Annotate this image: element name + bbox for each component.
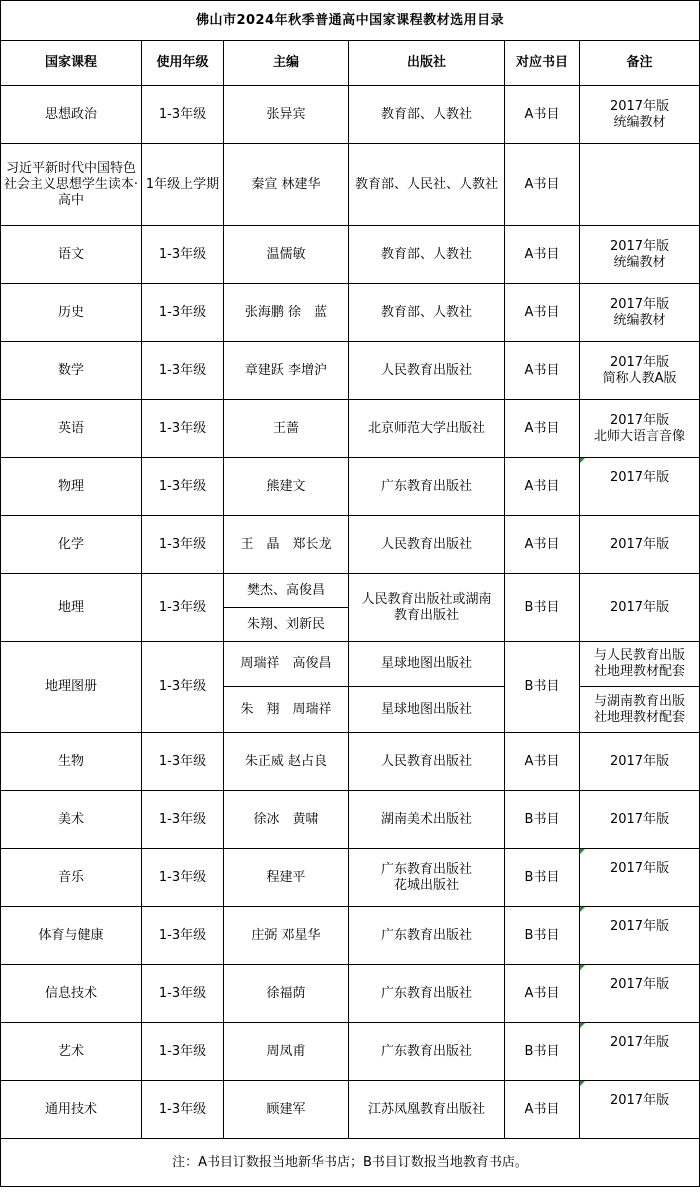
header-grade: 使用年级 bbox=[142, 41, 224, 86]
remarks-line: 2017年版 bbox=[609, 1035, 670, 1050]
editor-cell: 温儒敏 bbox=[224, 226, 349, 284]
editor-cell: 秦宣 林建华 bbox=[224, 144, 349, 226]
book-list-cell: A书目 bbox=[505, 458, 580, 516]
book-list-cell: A书目 bbox=[505, 144, 580, 226]
header-remarks: 备注 bbox=[580, 41, 700, 86]
subject-cell: 通用技术 bbox=[1, 1081, 142, 1139]
remarks-cell bbox=[580, 907, 700, 965]
remarks-line: 2017年版 bbox=[609, 354, 670, 370]
publisher-cell bbox=[349, 574, 505, 642]
remarks-line: 2017年版 bbox=[609, 238, 670, 254]
subject-cell: 语文 bbox=[1, 226, 142, 284]
corner-mark bbox=[580, 1023, 585, 1028]
subject-cell: 习近平新时代中国特色社会主义思想学生读本·高中 bbox=[1, 144, 142, 226]
remarks-cell bbox=[580, 458, 700, 516]
grade-cell: 1-3年级 bbox=[142, 791, 224, 849]
table-row-politics bbox=[1, 86, 700, 144]
remarks-cell bbox=[580, 284, 700, 342]
grade-cell: 1-3年级 bbox=[142, 1081, 224, 1139]
remarks-line: 2017年版 bbox=[609, 98, 670, 114]
remarks-line: 2017年版 bbox=[609, 412, 670, 428]
publisher-cell: 江苏凤凰教育出版社 bbox=[349, 1081, 505, 1139]
book-list-cell: A书目 bbox=[505, 226, 580, 284]
publisher-line: 教育出版社 bbox=[393, 607, 459, 623]
remarks-line: 2017年版 bbox=[609, 599, 670, 615]
remarks-line: 2017年版 bbox=[609, 470, 670, 485]
grade-cell: 1-3年级 bbox=[142, 226, 224, 284]
table-row-xi-reader bbox=[1, 144, 700, 226]
editor-cell: 张异宾 bbox=[224, 86, 349, 144]
footnote: 注：A书目订数报当地新华书店；B书目订数报当地教育书店。 bbox=[1, 1139, 700, 1187]
remarks-line: 2017年版 bbox=[609, 1093, 670, 1108]
book-list-cell: B书目 bbox=[505, 642, 580, 733]
table-row-english bbox=[1, 400, 700, 458]
remarks-cell bbox=[580, 400, 700, 458]
table-row-chemistry bbox=[1, 516, 700, 574]
subject-cell: 音乐 bbox=[1, 849, 142, 907]
publisher-cell: 教育部、人民社、人教社 bbox=[349, 144, 505, 226]
editor-cell: 张海鹏 徐 蓝 bbox=[224, 284, 349, 342]
remarks-cell bbox=[580, 642, 700, 687]
grade-cell: 1-3年级 bbox=[142, 342, 224, 400]
grade-cell: 1-3年级 bbox=[142, 642, 224, 733]
corner-mark bbox=[580, 965, 585, 970]
table-row-it bbox=[1, 965, 700, 1023]
subject-cell: 思想政治 bbox=[1, 86, 142, 144]
corner-mark bbox=[580, 849, 585, 854]
editor-cell: 熊建文 bbox=[224, 458, 349, 516]
remarks-line: 2017年版 bbox=[609, 536, 670, 552]
remarks-cell bbox=[580, 226, 700, 284]
publisher-cell: 星球地图出版社 bbox=[349, 642, 505, 687]
subject-cell: 生物 bbox=[1, 733, 142, 791]
header-row bbox=[1, 41, 700, 86]
table-row-tech bbox=[1, 1081, 700, 1139]
book-list-cell: B书目 bbox=[505, 791, 580, 849]
book-list-cell: A书目 bbox=[505, 86, 580, 144]
editor-cell: 周凤甫 bbox=[224, 1023, 349, 1081]
table-row-history bbox=[1, 284, 700, 342]
book-list-cell: A书目 bbox=[505, 284, 580, 342]
grade-cell: 1-3年级 bbox=[142, 516, 224, 574]
subject-cell: 数学 bbox=[1, 342, 142, 400]
editor-cell: 朱翔、刘新民 bbox=[224, 608, 349, 642]
remarks-line: 2017年版 bbox=[609, 296, 670, 312]
publisher-line: 广东教育出版社 bbox=[380, 861, 472, 877]
publisher-cell: 人民教育出版社 bbox=[349, 733, 505, 791]
table-row-geography bbox=[1, 574, 700, 608]
grade-cell: 1-3年级 bbox=[142, 1023, 224, 1081]
editor-cell: 庄弼 邓星华 bbox=[224, 907, 349, 965]
remarks-line: 统编教材 bbox=[613, 312, 666, 328]
publisher-cell: 广东教育出版社 bbox=[349, 458, 505, 516]
remarks-line: 与湖南教育出版 bbox=[594, 693, 686, 709]
table-row-pe bbox=[1, 907, 700, 965]
book-list-cell: A书目 bbox=[505, 733, 580, 791]
remarks-cell bbox=[580, 86, 700, 144]
remarks-cell bbox=[580, 516, 700, 574]
table-row-art bbox=[1, 791, 700, 849]
subject-cell: 地理图册 bbox=[1, 642, 142, 733]
grade-cell: 1年级上学期 bbox=[142, 144, 224, 226]
subject-cell: 英语 bbox=[1, 400, 142, 458]
grade-cell: 1-3年级 bbox=[142, 86, 224, 144]
book-list-cell: B书目 bbox=[505, 907, 580, 965]
table-row-atlas bbox=[1, 642, 700, 687]
book-list-cell: A书目 bbox=[505, 1081, 580, 1139]
subject-cell: 艺术 bbox=[1, 1023, 142, 1081]
remarks-line: 社地理教材配套 bbox=[594, 664, 686, 679]
publisher-cell: 人民教育出版社 bbox=[349, 516, 505, 574]
editor-cell: 朱正威 赵占良 bbox=[224, 733, 349, 791]
publisher-cell: 北京师范大学出版社 bbox=[349, 400, 505, 458]
editor-cell: 徐福荫 bbox=[224, 965, 349, 1023]
remarks-line: 2017年版 bbox=[609, 861, 670, 876]
remarks-line: 2017年版 bbox=[609, 977, 670, 992]
publisher-cell: 湖南美术出版社 bbox=[349, 791, 505, 849]
publisher-cell bbox=[349, 849, 505, 907]
grade-cell: 1-3年级 bbox=[142, 733, 224, 791]
remarks-cell bbox=[580, 733, 700, 791]
publisher-line: 人民教育出版社或湖南 bbox=[361, 591, 492, 607]
header-publisher: 出版社 bbox=[349, 41, 505, 86]
editor-cell: 周瑞祥 高俊昌 bbox=[224, 642, 349, 687]
subject-cell: 历史 bbox=[1, 284, 142, 342]
grade-cell: 1-3年级 bbox=[142, 284, 224, 342]
grade-cell: 1-3年级 bbox=[142, 849, 224, 907]
table-row-arts bbox=[1, 1023, 700, 1081]
subject-cell: 美术 bbox=[1, 791, 142, 849]
publisher-cell: 教育部、人教社 bbox=[349, 86, 505, 144]
table-row-math bbox=[1, 342, 700, 400]
grade-cell: 1-3年级 bbox=[142, 574, 224, 642]
header-subject: 国家课程 bbox=[1, 41, 142, 86]
remarks-line: 2017年版 bbox=[609, 811, 670, 827]
footnote-row bbox=[1, 1139, 700, 1187]
table-row-physics bbox=[1, 458, 700, 516]
grade-cell: 1-3年级 bbox=[142, 965, 224, 1023]
book-list-cell: A书目 bbox=[505, 400, 580, 458]
table-row-music bbox=[1, 849, 700, 907]
book-list-cell: A书目 bbox=[505, 965, 580, 1023]
header-editor: 主编 bbox=[224, 41, 349, 86]
header-book-list: 对应书目 bbox=[505, 41, 580, 86]
editor-cell: 樊杰、高俊昌 bbox=[224, 574, 349, 608]
remarks-line: 统编教材 bbox=[613, 254, 666, 270]
table-row-biology bbox=[1, 733, 700, 791]
remarks-cell bbox=[580, 791, 700, 849]
remarks-cell bbox=[580, 574, 700, 642]
remarks-line: 2017年版 bbox=[609, 919, 670, 934]
page-title: 佛山市2024年秋季普通高中国家课程教材选用目录 bbox=[1, 1, 700, 41]
publisher-cell: 广东教育出版社 bbox=[349, 907, 505, 965]
publisher-cell: 人民教育出版社 bbox=[349, 342, 505, 400]
remarks-line: 统编教材 bbox=[613, 114, 666, 130]
remarks-line: 与人民教育出版 bbox=[594, 648, 686, 663]
remarks-cell bbox=[580, 965, 700, 1023]
book-list-cell: A书目 bbox=[505, 342, 580, 400]
corner-mark bbox=[580, 1081, 585, 1086]
publisher-line: 花城出版社 bbox=[393, 877, 459, 893]
editor-cell: 程建平 bbox=[224, 849, 349, 907]
remarks-cell bbox=[580, 1023, 700, 1081]
editor-cell: 王 晶 郑长龙 bbox=[224, 516, 349, 574]
title-row bbox=[1, 1, 700, 41]
editor-cell: 章建跃 李增沪 bbox=[224, 342, 349, 400]
book-list-cell: B书目 bbox=[505, 574, 580, 642]
book-list-cell: A书目 bbox=[505, 516, 580, 574]
editor-cell: 朱 翔 周瑞祥 bbox=[224, 687, 349, 733]
remarks-cell bbox=[580, 849, 700, 907]
publisher-cell: 广东教育出版社 bbox=[349, 1023, 505, 1081]
remarks-line: 简称人教A版 bbox=[602, 370, 677, 386]
publisher-cell: 广东教育出版社 bbox=[349, 965, 505, 1023]
corner-mark bbox=[580, 907, 585, 912]
remarks-cell bbox=[580, 1081, 700, 1139]
editor-cell: 王蔷 bbox=[224, 400, 349, 458]
editor-cell: 顾建军 bbox=[224, 1081, 349, 1139]
remarks-cell bbox=[580, 144, 700, 226]
book-list-cell: B书目 bbox=[505, 1023, 580, 1081]
subject-cell: 化学 bbox=[1, 516, 142, 574]
publisher-cell: 星球地图出版社 bbox=[349, 687, 505, 733]
corner-mark bbox=[580, 458, 585, 463]
subject-cell: 物理 bbox=[1, 458, 142, 516]
subject-cell: 体育与健康 bbox=[1, 907, 142, 965]
remarks-cell bbox=[580, 342, 700, 400]
publisher-cell: 教育部、人教社 bbox=[349, 226, 505, 284]
publisher-cell: 教育部、人教社 bbox=[349, 284, 505, 342]
remarks-line: 社地理教材配套 bbox=[594, 709, 686, 725]
subject-cell: 信息技术 bbox=[1, 965, 142, 1023]
book-list-cell: B书目 bbox=[505, 849, 580, 907]
remarks-line: 北师大语言音像 bbox=[594, 428, 686, 444]
remarks-cell bbox=[580, 687, 700, 733]
remarks-line: 2017年版 bbox=[609, 753, 670, 769]
editor-cell: 徐冰 黄啸 bbox=[224, 791, 349, 849]
subject-cell: 地理 bbox=[1, 574, 142, 642]
grade-cell: 1-3年级 bbox=[142, 400, 224, 458]
table-row-chinese bbox=[1, 226, 700, 284]
grade-cell: 1-3年级 bbox=[142, 907, 224, 965]
grade-cell: 1-3年级 bbox=[142, 458, 224, 516]
